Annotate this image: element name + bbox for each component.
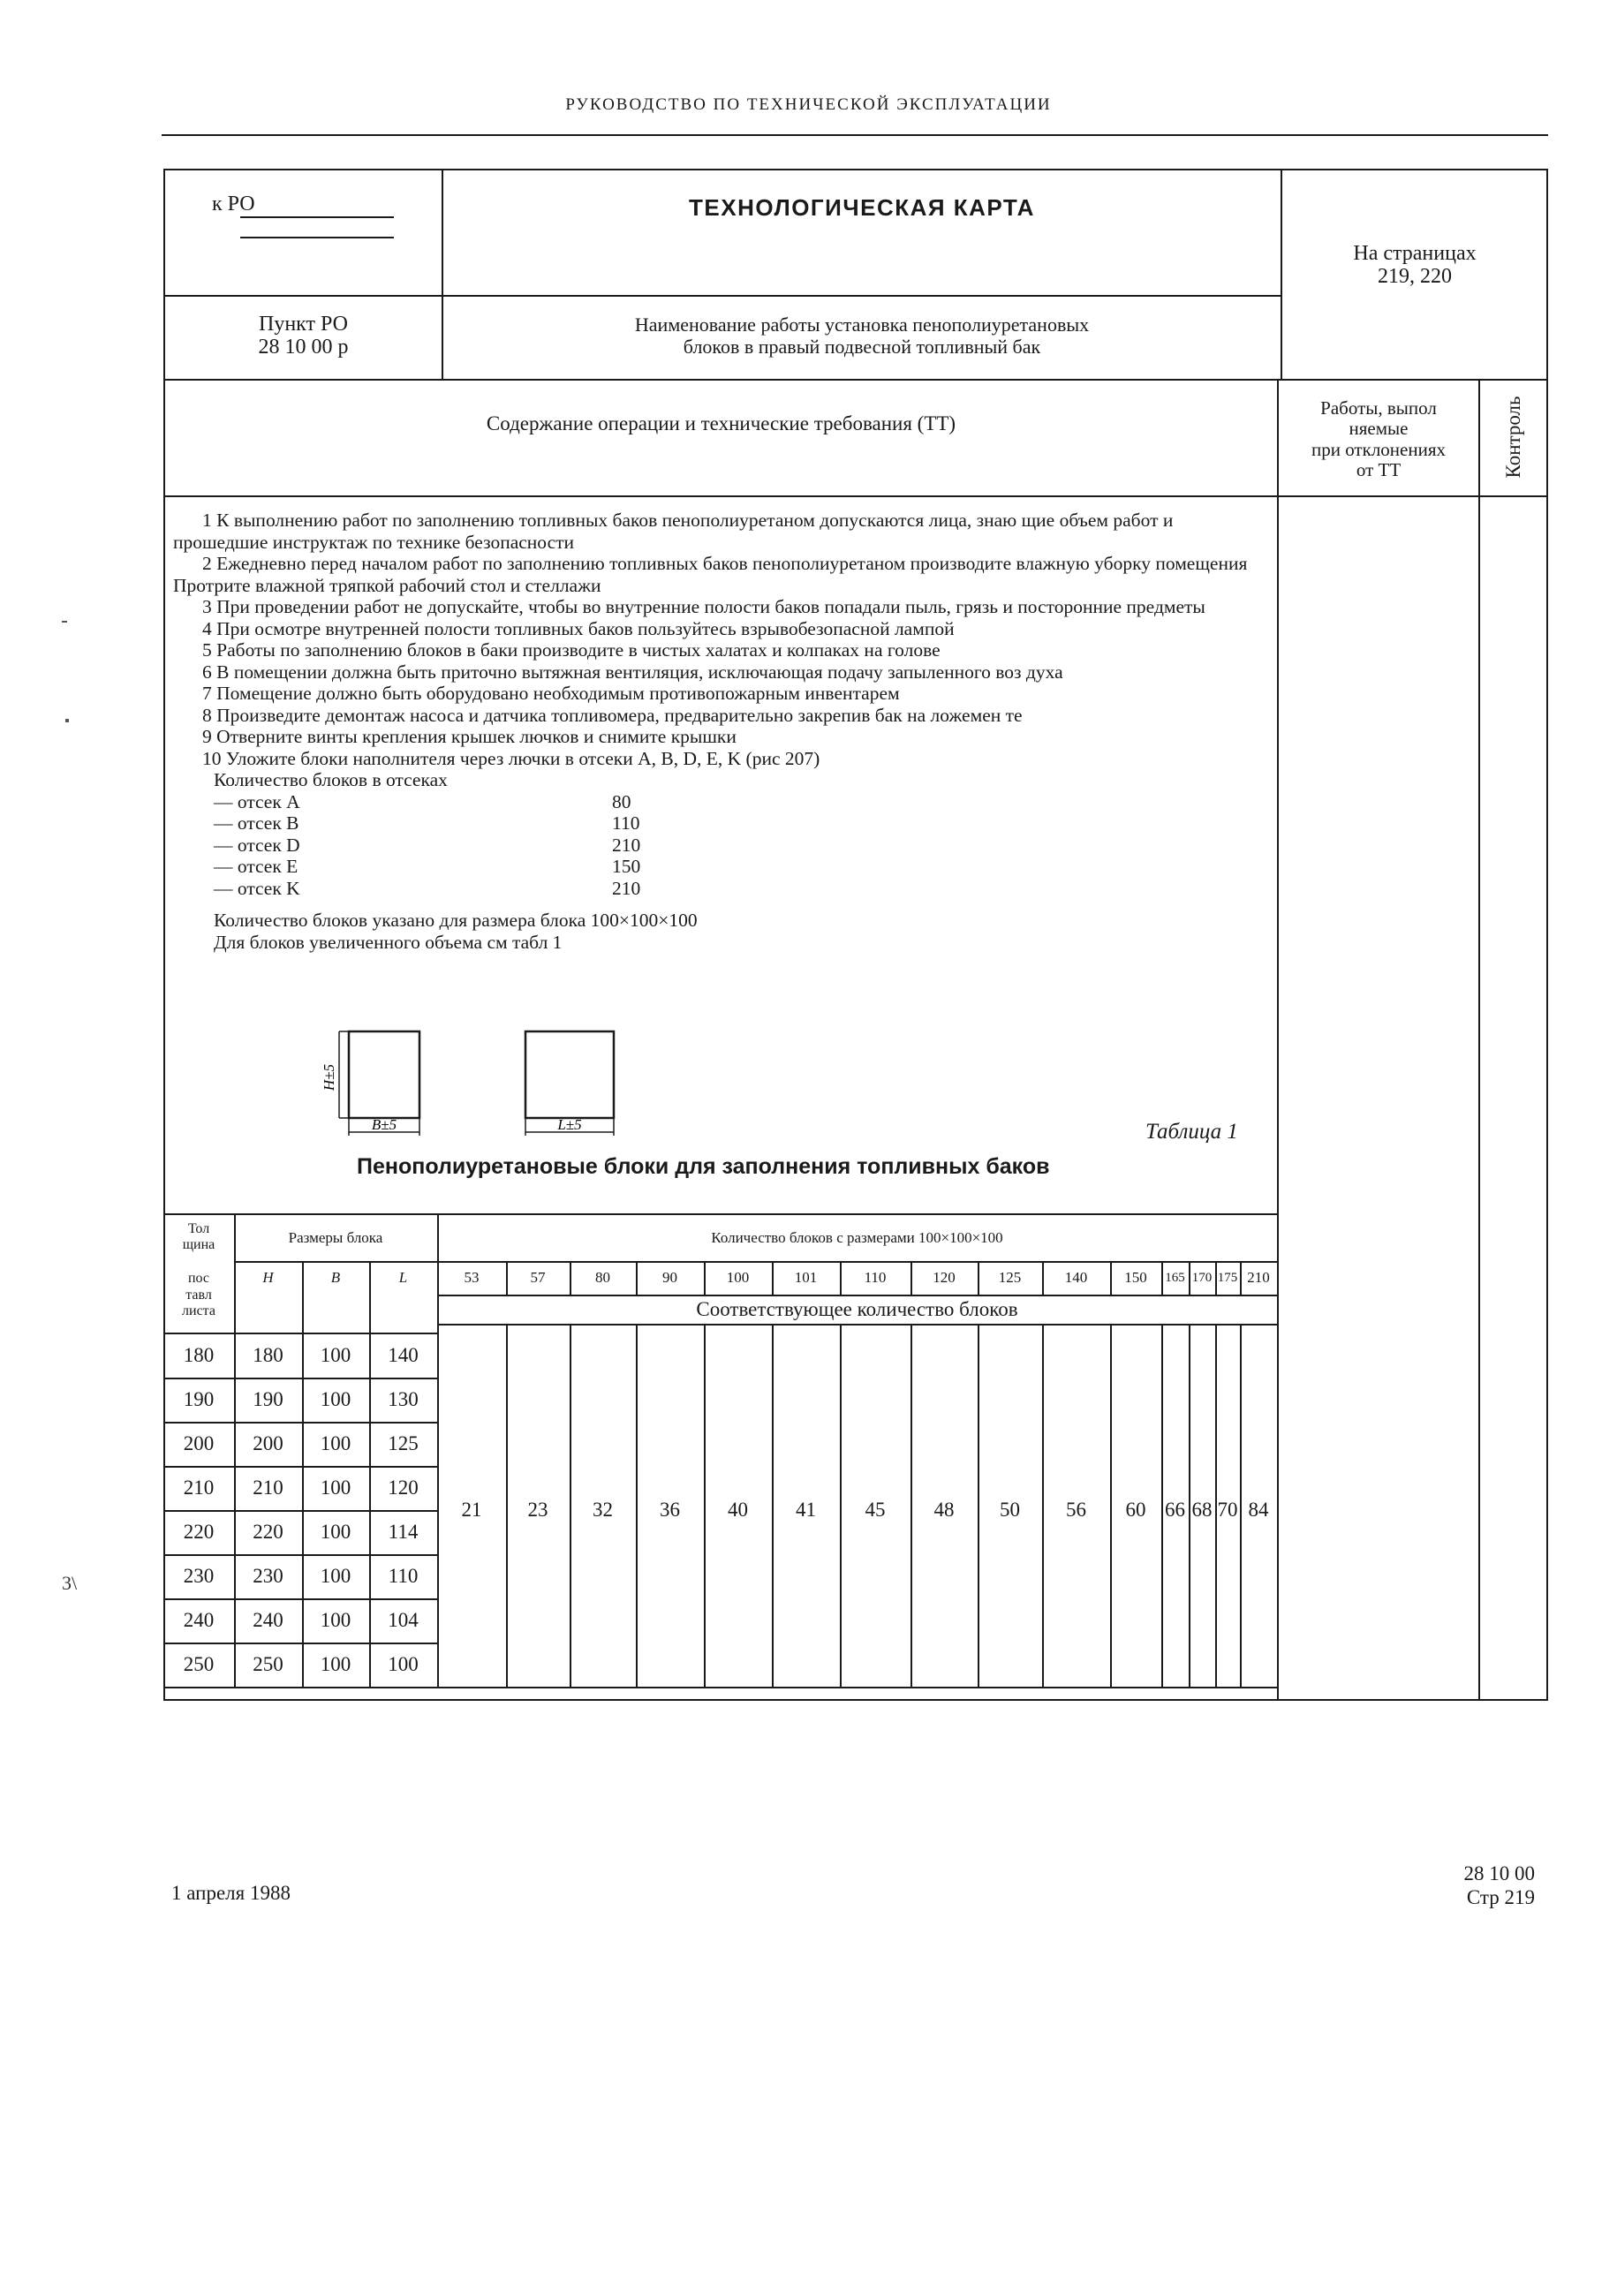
item-value: 28 10 00 р [258, 336, 349, 359]
header-rule [162, 134, 1548, 136]
count-size-header: 101 [794, 1269, 818, 1286]
table-cell-l: 110 [388, 1565, 419, 1587]
col-sizes-header: Размеры блока [288, 1229, 383, 1246]
pages-label: На страницах [1353, 241, 1477, 265]
table-cell-count: 23 [527, 1499, 548, 1521]
table-cell-count: 50 [1000, 1499, 1020, 1521]
table-hline [163, 1213, 1277, 1215]
margin-tick [62, 621, 67, 623]
operation-item: 5 Работы по заполнению блоков в баки производите в чистых халатах и колпаках на голове [202, 639, 941, 661]
count-size-header: 53 [464, 1269, 480, 1286]
table-cell-count: 56 [1066, 1499, 1086, 1521]
count-size-header: 170 [1191, 1270, 1213, 1285]
note-line2: Для блоков увеличенного объема см табл 1 [214, 931, 563, 953]
footer-code-block [1464, 1862, 1536, 1909]
work-name-line1: Наименование работы установка пенополиуретановых [634, 313, 1090, 336]
operations-list [173, 510, 1262, 953]
block-side-view [525, 1031, 614, 1118]
table-cell-count: 36 [660, 1499, 680, 1521]
operation-item: 6 В помещении должна быть приточно вытяжная вентиляция, исключающая подачу запыленного воз духа [202, 661, 1063, 683]
pages-value: 219, 220 [1378, 265, 1452, 288]
count-size-header: 210 [1247, 1269, 1270, 1286]
table-cell-b: 100 [320, 1609, 351, 1631]
count-subheader: Соответствующее количество блоков [696, 1297, 1018, 1320]
table-cell-count: 68 [1191, 1499, 1213, 1521]
table-cell-l: 125 [388, 1432, 419, 1454]
running-header: РУКОВОДСТВО ПО ТЕХНИЧЕСКОЙ ЭКСПЛУАТАЦИИ [565, 95, 1052, 114]
table-label: Таблица 1 [1145, 1120, 1238, 1144]
dim-h-label: H±5 [321, 1063, 337, 1091]
item-label: Пункт РО [259, 312, 348, 336]
table-hline [163, 1687, 1277, 1688]
table-cell-count: 66 [1165, 1499, 1185, 1521]
table-cell-count: 32 [593, 1499, 613, 1521]
count-size-header: 165 [1165, 1270, 1185, 1285]
col-l-header: L [398, 1269, 408, 1286]
operation-item: 10 Уложите блоки наполнителя через лючки в отсеки A, B, D, E, K (рис 207) [202, 747, 820, 769]
footer-date: 1 апреля 1988 [171, 1882, 291, 1904]
col-count-header: Количество блоков с размерами 100×100×100 [711, 1229, 1003, 1246]
table-hline [437, 1324, 1277, 1325]
operation-item: 2 Ежедневно перед началом работ по заполнению топливных баков пенополиуретаном производите влажную уборку помещения Протрите влажной тряпкой рабочий стол и стеллажи [173, 553, 1248, 596]
dim-l-label: L±5 [557, 1116, 582, 1133]
count-size-header: 110 [864, 1269, 887, 1286]
table-cell-count: 60 [1125, 1499, 1146, 1521]
card-title: ТЕХНОЛОГИЧЕСКАЯ КАРТА [689, 193, 1035, 221]
footer-code: 28 10 00 [1463, 1862, 1535, 1884]
item-box [165, 305, 442, 366]
deviation-header: Работы, выпол няемые при отклонениях от ТТ [1311, 397, 1446, 480]
count-size-header: 175 [1217, 1270, 1238, 1285]
pages-box [1282, 238, 1547, 291]
table-cell-l: 104 [388, 1609, 419, 1631]
table-cell-h: 200 [253, 1432, 283, 1454]
count-size-header: 120 [933, 1269, 956, 1286]
compartment-row: — отсек E 150 [214, 856, 641, 877]
table-cell-count: 40 [728, 1499, 748, 1521]
table-cell-thickness: 240 [183, 1609, 215, 1631]
table-cell-b: 100 [320, 1477, 351, 1499]
table-cell-thickness: 230 [183, 1565, 215, 1587]
operation-item: 7 Помещение должно быть оборудовано необходимым противопожарным инвентарем [202, 683, 900, 704]
compartment-row: — отсек B 110 [214, 812, 640, 834]
footer-page: Стр 219 [1466, 1886, 1535, 1908]
table-cell-l: 120 [388, 1477, 419, 1499]
table-cell-b: 100 [320, 1521, 351, 1543]
count-size-header: 80 [595, 1269, 610, 1286]
content-header: Содержание операции и технические требования (ТТ) [486, 412, 956, 434]
block-front-view [349, 1031, 419, 1118]
margin-dot [65, 719, 69, 722]
table-cell-count: 84 [1248, 1499, 1269, 1521]
count-size-header: 140 [1064, 1269, 1088, 1286]
count-size-header: 100 [726, 1269, 750, 1286]
col-b-header: B [330, 1269, 341, 1286]
note-line1: Количество блоков указано для размера блока 100×100×100 [214, 910, 698, 931]
table-cell-b: 100 [320, 1653, 351, 1675]
table-cell-b: 100 [320, 1565, 351, 1587]
table-cell-l: 114 [388, 1521, 419, 1543]
compartments-title: Количество блоков в отсеках [214, 769, 448, 790]
ref-label: к РО [212, 193, 255, 215]
table-cell-thickness: 220 [183, 1521, 215, 1543]
table-cell-thickness: 210 [183, 1477, 215, 1499]
work-name-line2: блоков в правый подвесной топливный бак [683, 336, 1041, 358]
col-h-header: H [262, 1269, 274, 1286]
col-thickness-header-sub: пос тавл листа [182, 1271, 215, 1319]
operation-item: 1 К выполнению работ по заполнению топливных баков пенополиуретаном допускаются лица, знаю щие объем работ и прошедшие инструктаж по технике безопасности [173, 510, 1174, 553]
control-header: Контроль [1502, 396, 1524, 479]
operation-item: 9 Отверните винты крепления крышек лючков и снимите крышки [202, 726, 737, 747]
operation-item: 3 При проведении работ не допускайте, чтобы во внутренние полости баков попадали пыль, грязь и посторонние предметы [202, 596, 1205, 617]
table-cell-l: 130 [388, 1388, 419, 1410]
table-cell-count: 45 [865, 1499, 886, 1521]
block-dimension-figure [318, 1024, 636, 1148]
compartment-row: — отсек K 210 [214, 877, 641, 899]
table-cell-h: 220 [253, 1521, 283, 1543]
table-cell-b: 100 [320, 1388, 351, 1410]
count-size-header: 125 [998, 1269, 1022, 1286]
table-cell-h: 180 [253, 1344, 283, 1366]
table-cell-h: 190 [253, 1388, 283, 1410]
margin-mark: 3\ [62, 1572, 78, 1594]
table-cell-thickness: 190 [183, 1388, 215, 1410]
table-title: Пенополиуретановые блоки для заполнения топливных баков [357, 1154, 1050, 1179]
table-cell-h: 210 [253, 1477, 283, 1499]
compartment-row: — отсек D 210 [214, 834, 641, 856]
count-size-header: 150 [1124, 1269, 1147, 1286]
table-cell-h: 230 [253, 1565, 283, 1587]
table-cell-count: 21 [461, 1499, 482, 1521]
work-name-box [443, 309, 1281, 362]
table-cell-h: 240 [253, 1609, 283, 1631]
table-cell-h: 250 [253, 1653, 283, 1675]
table-cell-l: 140 [388, 1344, 419, 1366]
table-cell-b: 100 [320, 1344, 351, 1366]
table-cell-count: 48 [933, 1499, 955, 1521]
compartment-row: — отсек A 80 [214, 790, 631, 812]
table-cell-thickness: 180 [183, 1344, 215, 1366]
table-cell-thickness: 250 [183, 1653, 215, 1675]
table-cell-l: 100 [388, 1653, 419, 1675]
operation-item: 4 При осмотре внутренней полости топливных баков пользуйтесь взрывобезопасной лампой [202, 617, 955, 639]
table-cell-count: 70 [1217, 1499, 1238, 1521]
operation-item: 8 Произведите демонтаж насоса и датчика топливомера, предварительно закрепив бак на ложемен те [202, 704, 1023, 726]
count-size-header: 90 [662, 1269, 677, 1286]
table-cell-b: 100 [320, 1432, 351, 1454]
table-cell-count: 41 [796, 1499, 816, 1521]
col-thickness-header: Тол щина [182, 1220, 215, 1252]
dim-b-label: B±5 [371, 1116, 397, 1133]
table-cell-thickness: 200 [183, 1432, 215, 1454]
count-size-header: 57 [530, 1269, 546, 1286]
